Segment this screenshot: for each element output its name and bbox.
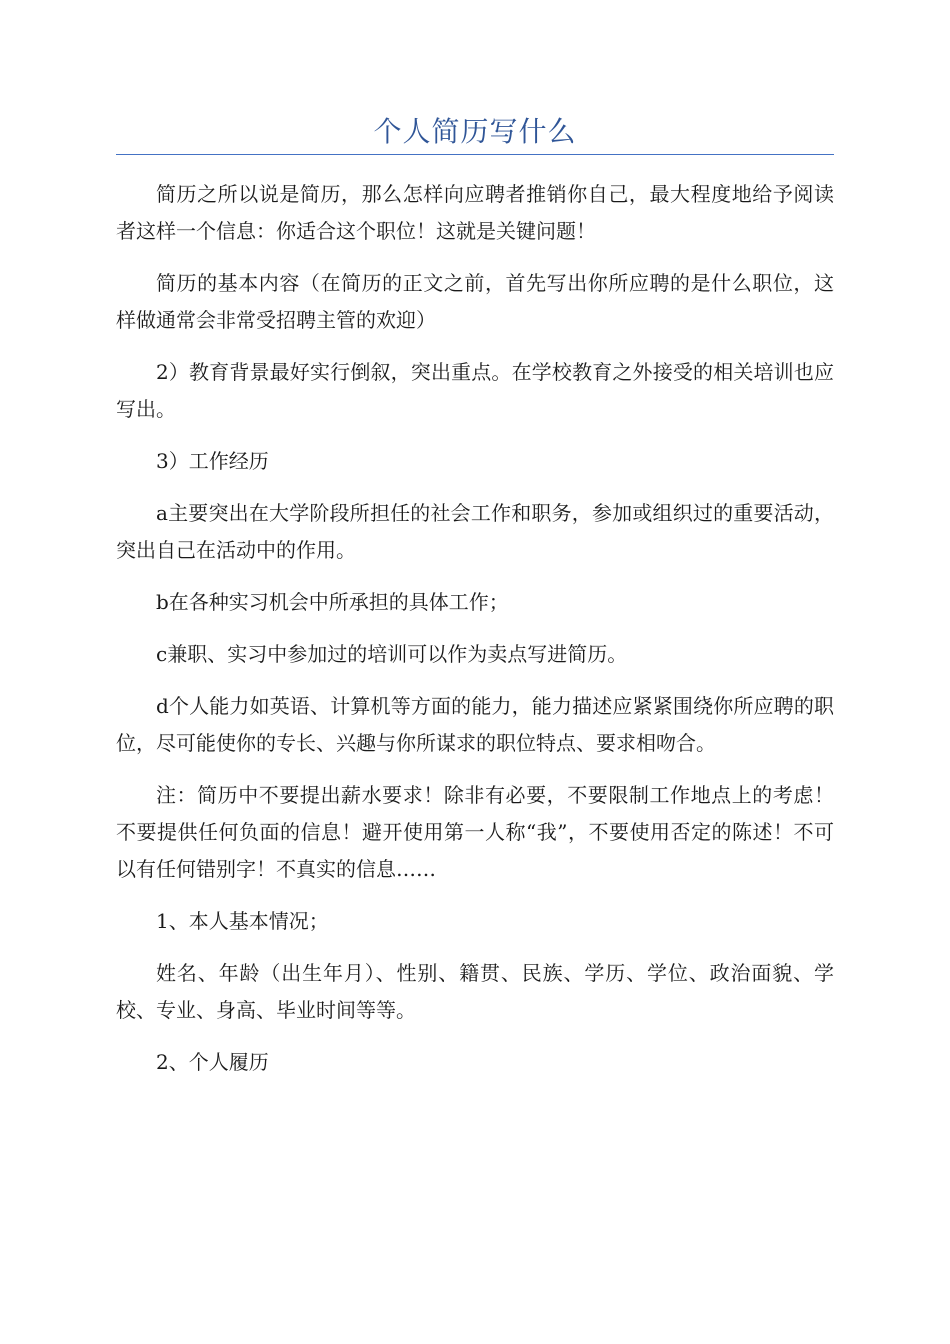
document-body <box>116 176 834 1096</box>
paragraph-item-d: d个人能力如英语、计算机等方面的能力，能力描述应紧紧围绕你所应聘的职位，尽可能使你的专长、兴趣与你所谋求的职位特点、要求相吻合。 <box>116 694 834 755</box>
paragraph-basic-content: 简历的基本内容（在简历的正文之前，首先写出你所应聘的是什么职位，这样做通常会非常受招聘主管的欢迎） <box>116 271 834 332</box>
paragraph-note: 注：简历中不要提出薪水要求！除非有必要，不要限制工作地点上的考虑！不要提供任何负面的信息！避开使用第一人称“我”，不要使用否定的陈述！不可以有任何错别字！不真实的信息…… <box>116 783 834 881</box>
paragraph-item-c: c兼职、实习中参加过的培训可以作为卖点写进简历。 <box>156 642 628 666</box>
paragraph-intro: 简历之所以说是简历，那么怎样向应聘者推销你自己，最大程度地给予阅读者这样一个信息：你适合这个职位！这就是关键问题！ <box>116 182 834 243</box>
paragraph-education: 2）教育背景最好实行倒叙，突出重点。在学校教育之外接受的相关培训也应写出。 <box>116 360 834 421</box>
title-underline <box>116 154 834 155</box>
paragraph-item-a: a主要突出在大学阶段所担任的社会工作和职务，参加或组织过的重要活动，突出自己在活动中的作用。 <box>116 501 834 562</box>
paragraph-section-1: 1、本人基本情况； <box>156 909 329 933</box>
paragraph-item-b: b在各种实习机会中所承担的具体工作； <box>156 590 509 614</box>
paragraph-personal-info: 姓名、年龄（出生年月）、性别、籍贯、民族、学历、学位、政治面貌、学校、专业、身高、毕业时间等等。 <box>116 961 834 1022</box>
paragraph-work-heading: 3）工作经历 <box>156 449 269 473</box>
document-title: 个人简历写什么 <box>373 115 577 148</box>
paragraph-section-2: 2、个人履历 <box>156 1050 269 1074</box>
